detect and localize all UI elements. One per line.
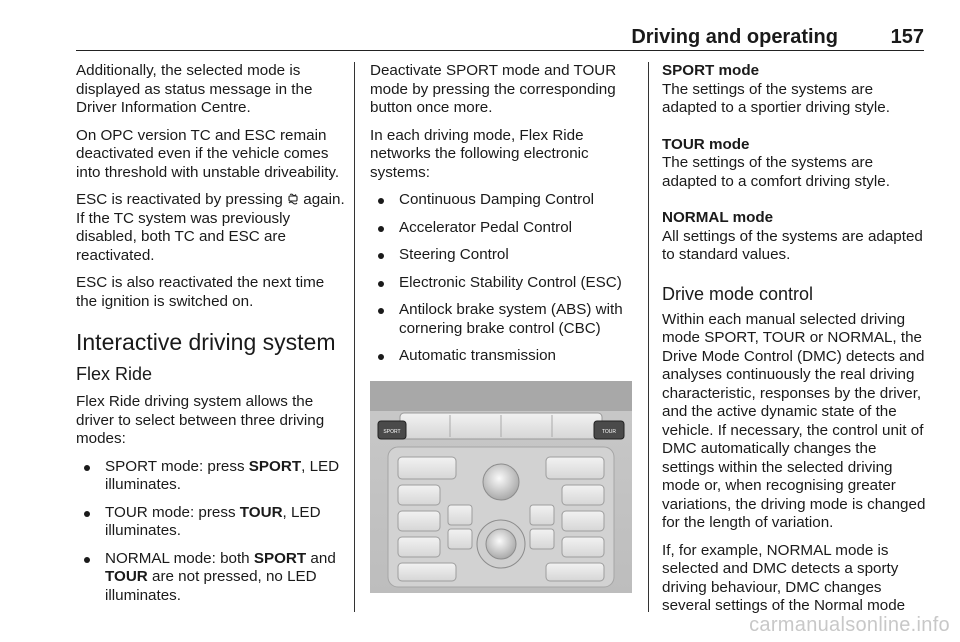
paragraph: ESC is also reactivated the next time the ignition is switched on. <box>76 274 325 310</box>
list-item: Steering Control <box>370 246 640 265</box>
paragraph: In each driving mode, Flex Ride networks the following electronic systems: <box>370 126 589 181</box>
list-item: SPORT mode: press SPORT, LED illuminates. <box>76 458 346 495</box>
tour-label: TOUR <box>601 428 617 435</box>
heading-flex-ride: Flex Ride <box>76 364 153 384</box>
page-header <box>76 22 924 51</box>
list-item: Automatic transmission <box>370 347 640 366</box>
paragraph: Within each manual selected driving mode SPORT, TOUR or NORMAL, the Drive Mode Control (DMC) detects and analyses continuously the real driving characteristic, responses by the driver, and the active dynamic state of the vehicle. If necessary, the control unit of DMC automatically changes the settings within the selected driving mode or, when recognising greater variations, the driving mode is changed for the length of variation. <box>662 310 926 531</box>
paragraph: All settings of the systems are adapted to standard values. <box>662 227 923 263</box>
list-item: Electronic Stability Control (ESC) <box>370 274 640 293</box>
heading-interactive-driving: Interactive driving system <box>76 329 336 355</box>
section-title: Driving and operating <box>631 26 838 48</box>
paragraph: If, for example, NORMAL mode is selected and DMC detects a sporty driving behaviour, DMC changes several settings of the Normal mode <box>662 541 906 614</box>
paragraph: ESC is reactivated by pressing again. If the TC system was previously disabled, both TC and ESC are reactivated. <box>76 191 345 264</box>
column-left <box>76 62 346 614</box>
paragraph: The settings of the systems are adapted to a comfort driving style. <box>662 154 890 190</box>
list-item: Accelerator Pedal Control <box>370 219 640 238</box>
system-list <box>370 191 640 366</box>
paragraph: Deactivate SPORT mode and TOUR mode by pressing the corresponding button once more. <box>370 62 617 116</box>
paragraph: The settings of the systems are adapted to a sportier driving style. <box>662 80 890 116</box>
list-item: NORMAL mode: both SPORT and TOUR are not pressed, no LED illuminates. <box>76 550 346 606</box>
sport-label: SPORT <box>383 428 401 435</box>
console-photo <box>370 381 632 593</box>
watermark: carmanualsonline.info <box>749 614 950 636</box>
normal-mode-heading: NORMAL mode <box>662 209 774 226</box>
paragraph: Flex Ride driving system allows the driver to select between three driving modes: <box>76 393 325 447</box>
paragraph: Additionally, the selected mode is displayed as status message in the Driver Information Centre. <box>76 62 313 116</box>
column-divider <box>354 62 355 612</box>
paragraph: On OPC version TC and ESC remain deactivated even if the vehicle comes into threshold with unstable driveability. <box>76 126 340 181</box>
list-item: TOUR mode: press TOUR, LED illuminates. <box>76 504 346 541</box>
tour-mode-heading: TOUR mode <box>662 135 750 153</box>
mode-list <box>76 458 346 606</box>
column-middle <box>370 62 640 598</box>
heading-drive-mode-control: Drive mode control <box>662 283 814 304</box>
page-number: 157 <box>890 26 924 48</box>
upper-knob <box>483 464 519 500</box>
column-divider <box>648 62 649 612</box>
sport-mode-heading: SPORT mode <box>662 62 760 79</box>
column-right <box>662 62 928 625</box>
esc-off-icon <box>287 193 299 205</box>
list-item: Antilock brake system (ABS) with cornering brake control (CBC) <box>370 301 640 338</box>
list-item: Continuous Damping Control <box>370 191 640 210</box>
